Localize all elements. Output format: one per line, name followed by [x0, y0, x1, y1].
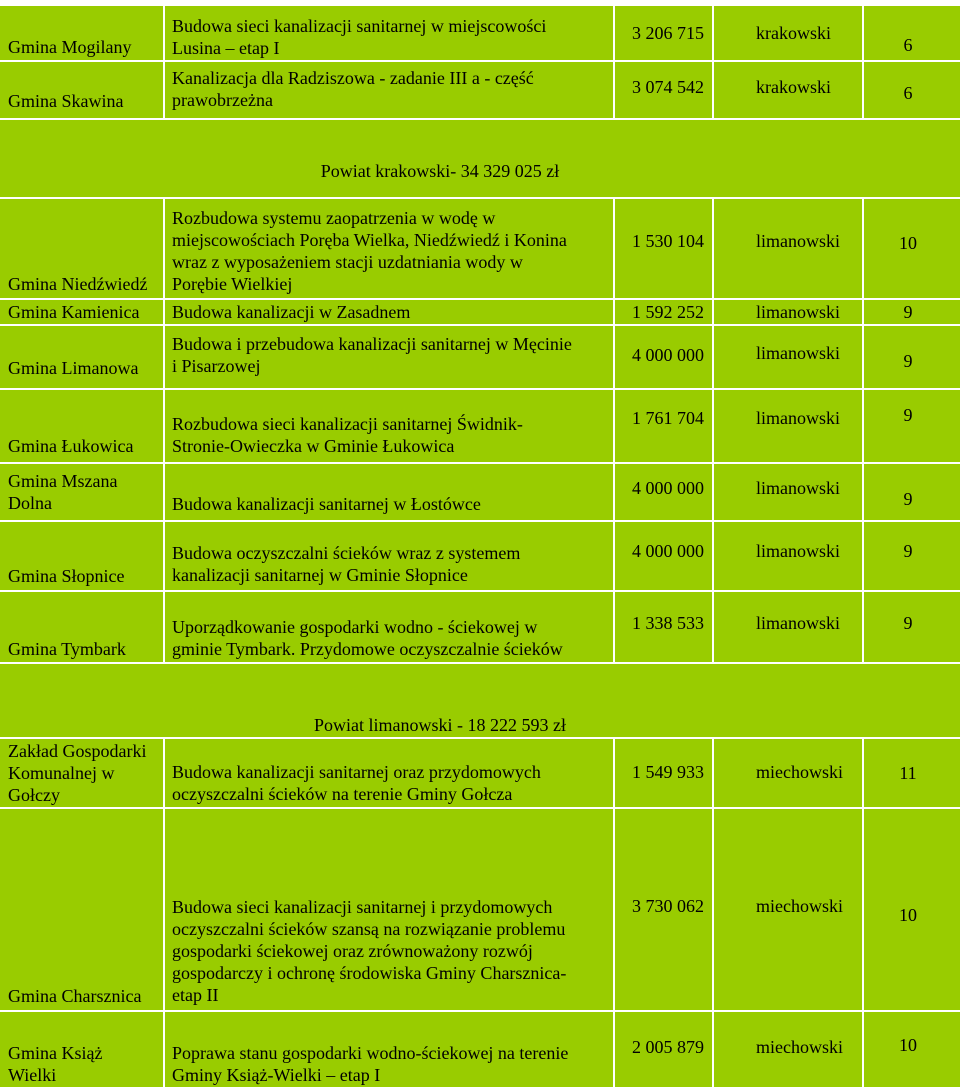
powiat: krakowski	[756, 23, 831, 43]
powiat: miechowski	[756, 1037, 843, 1057]
points: 9	[903, 405, 913, 425]
project-title: Budowa kanalizacji w Zasadnem	[172, 302, 411, 322]
project-title: Budowa oczyszczalni ścieków wraz z systemem kanalizacji sanitarnej w Gminie Słopnice	[172, 543, 521, 585]
project-title: Budowa sieci kanalizacji sanitarnej i przydomowych oczyszczalni ścieków szansą na rozwiązanie problemu gospodarki ściekowej oraz zrównoważony rozwój gospodarczy i ochronę środowiska Gminy Charsznica- etap II	[172, 897, 567, 1005]
points: 6	[903, 35, 913, 55]
amount: 1 592 252	[632, 302, 704, 322]
amount: 4 000 000	[632, 478, 704, 498]
powiat: limanowski	[756, 408, 840, 428]
points: 9	[903, 489, 913, 509]
table-row	[0, 809, 960, 1010]
project-title: Uporządkowanie gospodarki wodno - ściekowej w gminie Tymbark. Przydomowe oczyszczalnie ścieków	[172, 617, 563, 659]
gmina-name: Gmina Tymbark	[8, 639, 126, 659]
gmina-name: Gmina Łukowica	[8, 436, 134, 456]
gmina-name: Gmina Kamienica	[8, 302, 140, 322]
project-title: Budowa i przebudowa kanalizacji sanitarnej w Męcinie i Pisarzowej	[172, 334, 572, 376]
project-title: Rozbudowa systemu zaopatrzenia w wodę w miejscowościach Poręba Wielka, Niedźwiedź i Konina wraz z wyposażeniem stacji uzdatniania wody w Porębie Wielkiej	[172, 208, 567, 294]
gmina-name: Gmina Słopnice	[8, 566, 125, 586]
powiat: limanowski	[756, 478, 840, 498]
points: 9	[903, 351, 913, 371]
gmina-name: Zakład Gospodarki Komunalnej w Gołczy	[8, 741, 147, 805]
gmina-name: Gmina Skawina	[8, 91, 124, 111]
project-title: Kanalizacja dla Radziszowa - zadanie III a - część prawobrzeżna	[172, 68, 534, 110]
gmina-name: Gmina Niedźwiedź	[8, 274, 148, 294]
table-row	[0, 464, 960, 520]
table-row	[0, 326, 960, 388]
powiat-summary-limanowski	[0, 664, 960, 737]
points: 10	[899, 905, 917, 925]
amount: 4 000 000	[632, 541, 704, 561]
gmina-name: Gmina Książ Wielki	[8, 1043, 103, 1085]
project-title: Poprawa stanu gospodarki wodno-ściekowej na terenie Gminy Książ-Wielki – etap I	[172, 1043, 569, 1085]
summary-text: Powiat krakowski- 34 329 025 zł	[320, 161, 560, 181]
points: 10	[899, 233, 917, 253]
amount: 1 530 104	[632, 231, 704, 251]
table-row	[0, 199, 960, 298]
table-row	[0, 1012, 960, 1087]
table-row	[0, 390, 960, 462]
points: 11	[899, 763, 917, 783]
table-row	[0, 522, 960, 590]
amount: 1 761 704	[632, 408, 704, 428]
powiat-summary-krakowski	[0, 120, 960, 197]
project-title: Budowa sieci kanalizacji sanitarnej w miejscowości Lusina – etap I	[172, 16, 547, 58]
points: 10	[899, 1035, 917, 1055]
table-row	[0, 62, 960, 118]
project-title: Rozbudowa sieci kanalizacji sanitarnej Świdnik- Stronie-Owieczka w Gminie Łukowica	[172, 414, 523, 456]
gmina-name: Gmina Mszana Dolna	[8, 471, 118, 513]
project-title: Budowa kanalizacji sanitarnej w Łostówce	[172, 494, 481, 514]
powiat: limanowski	[756, 613, 840, 633]
amount: 2 005 879	[632, 1037, 704, 1057]
amount: 1 338 533	[632, 613, 704, 633]
points: 9	[903, 613, 913, 633]
table-row	[0, 300, 960, 324]
amount: 3 074 542	[632, 77, 704, 97]
gmina-name: Gmina Mogilany	[8, 37, 132, 57]
points: 9	[903, 541, 913, 561]
amount: 1 549 933	[632, 762, 704, 782]
project-title: Budowa kanalizacji sanitarnej oraz przydomowych oczyszczalni ścieków na terenie Gminy Gołcza	[172, 762, 541, 804]
powiat: limanowski	[756, 343, 840, 363]
powiat: limanowski	[756, 302, 840, 322]
table-row	[0, 6, 960, 60]
points: 6	[903, 83, 913, 103]
table-row	[0, 739, 960, 807]
points: 9	[903, 302, 913, 322]
amount: 3 730 062	[632, 896, 704, 916]
amount: 3 206 715	[632, 23, 704, 43]
table-row	[0, 592, 960, 662]
powiat: limanowski	[756, 541, 840, 561]
powiat: miechowski	[756, 896, 843, 916]
powiat: krakowski	[756, 77, 831, 97]
gmina-name: Gmina Limanowa	[8, 358, 139, 378]
powiat: limanowski	[756, 231, 840, 251]
summary-text: Powiat limanowski - 18 222 593 zł	[314, 715, 566, 735]
powiat: miechowski	[756, 762, 843, 782]
amount: 4 000 000	[632, 345, 704, 365]
gmina-name: Gmina Charsznica	[8, 986, 142, 1006]
